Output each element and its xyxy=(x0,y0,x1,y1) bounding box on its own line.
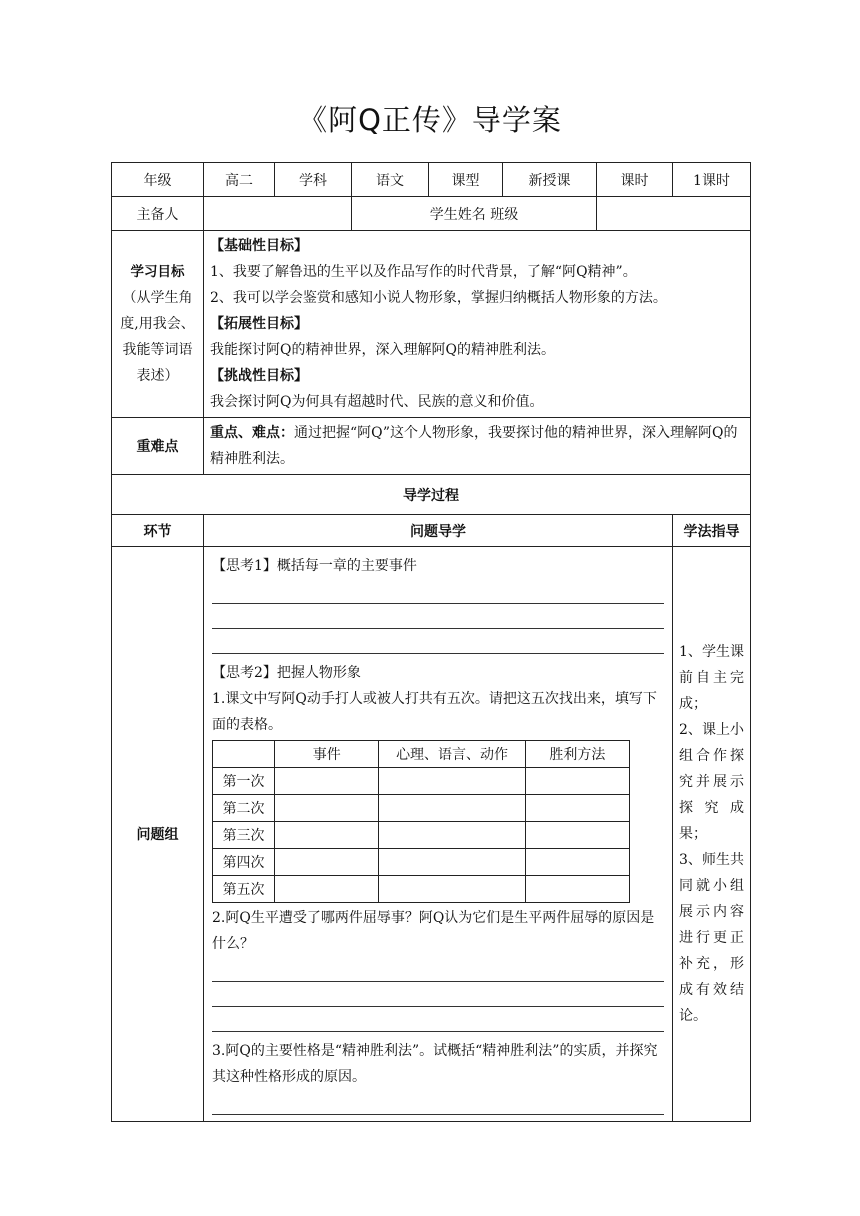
fight-cell-mind[interactable] xyxy=(379,876,525,903)
key-points-lead: 重点、难点： xyxy=(210,425,294,441)
fight-table-header-method: 胜利方法 xyxy=(525,741,629,768)
answer-line[interactable] xyxy=(212,579,664,604)
hours-label: 课时 xyxy=(597,163,673,197)
answer-line[interactable] xyxy=(212,982,664,1007)
info-row-1 xyxy=(112,163,751,197)
guide-step-3: 3、师生共同就小组展示内容进行更正补充，形成有效结论。 xyxy=(679,852,744,1024)
fight-cell-mind[interactable] xyxy=(379,849,525,876)
objectives-note: （从学生角度,用我会、我能等词语表述） xyxy=(120,290,195,384)
basic-objective-2: 2、我可以学会鉴赏和感知小说人物形象，掌握归纳概括人物形象的方法。 xyxy=(210,290,667,306)
hours-value[interactable]: 1课时 xyxy=(673,163,751,197)
fight-cell-event[interactable] xyxy=(275,849,379,876)
answer-line[interactable] xyxy=(212,629,664,654)
question-2: 2.阿Q生平遭受了哪两件屈辱事？阿Q认为它们是生平两件屈辱的原因是什么？ xyxy=(212,910,655,952)
subject-label: 学科 xyxy=(275,163,352,197)
fight-cell-method[interactable] xyxy=(525,849,629,876)
method-guide xyxy=(673,547,751,1122)
col-question-header: 问题导学 xyxy=(204,515,673,547)
answer-line[interactable] xyxy=(212,957,664,982)
fight-events-table xyxy=(212,740,630,903)
extended-objective-1: 我能探讨阿Q的精神世界，深入理解阿Q的精神胜利法。 xyxy=(210,342,555,358)
fight-table-row xyxy=(213,822,630,849)
fight-cell-mind[interactable] xyxy=(379,822,525,849)
key-points-label: 重难点 xyxy=(112,418,204,475)
info-row-2 xyxy=(112,197,751,231)
process-heading: 导学过程 xyxy=(112,475,751,515)
fight-table-header xyxy=(213,741,630,768)
question-3: 3.阿Q的主要性格是“精神胜利法”。试概括“精神胜利法”的实质，并探究其这种性格形成的原因。 xyxy=(212,1043,658,1085)
fight-table-header-mind: 心理、语言、动作 xyxy=(379,741,525,768)
objectives-label: 学习目标 xyxy=(130,264,185,280)
student-class-label: 学生姓名 班级 xyxy=(352,197,597,231)
fight-cell-event[interactable] xyxy=(275,795,379,822)
process-header-row xyxy=(112,515,751,547)
think-2-heading: 【思考2】把握人物形象 xyxy=(212,665,361,681)
fight-cell-method[interactable] xyxy=(525,795,629,822)
preparer-label: 主备人 xyxy=(112,197,204,231)
key-points-content xyxy=(204,418,751,475)
fight-table-row xyxy=(213,876,630,903)
fight-cell-event[interactable] xyxy=(275,876,379,903)
grade-label: 年级 xyxy=(112,163,204,197)
basic-objective-heading: 【基础性目标】 xyxy=(210,238,308,254)
lesson-plan-table xyxy=(111,162,751,1122)
fight-row-label: 第五次 xyxy=(213,876,275,903)
col-method-header: 学法指导 xyxy=(673,515,751,547)
guide-step-1: 1、学生课前自主完成； xyxy=(679,644,744,712)
page-title: 《阿Q正传》导学案 xyxy=(298,103,562,137)
fight-cell-event[interactable] xyxy=(275,768,379,795)
fight-table-header-event: 事件 xyxy=(275,741,379,768)
stage-name: 问题组 xyxy=(112,547,204,1122)
fight-cell-method[interactable] xyxy=(525,876,629,903)
fight-cell-mind[interactable] xyxy=(379,795,525,822)
extended-objective-heading: 【拓展性目标】 xyxy=(210,316,308,332)
basic-objective-1: 1、我要了解鲁迅的生平以及作品写作的时代背景，了解“阿Q精神”。 xyxy=(210,264,637,280)
question-content xyxy=(204,547,673,1122)
answer-line[interactable] xyxy=(212,1090,664,1115)
fight-cell-event[interactable] xyxy=(275,822,379,849)
fight-row-label: 第四次 xyxy=(213,849,275,876)
fight-row-label: 第一次 xyxy=(213,768,275,795)
answer-line[interactable] xyxy=(212,604,664,629)
col-stage-header: 环节 xyxy=(112,515,204,547)
challenge-objective-heading: 【挑战性目标】 xyxy=(210,368,308,384)
question-group-row xyxy=(112,547,751,1122)
objectives-label-cell xyxy=(112,231,204,418)
fight-table-row xyxy=(213,795,630,822)
type-label: 课型 xyxy=(429,163,503,197)
guide-step-2: 2、课上小组合作探究并展示探究成果； xyxy=(679,722,744,842)
fight-table-row xyxy=(213,768,630,795)
subject-value[interactable]: 语文 xyxy=(352,163,429,197)
key-points-text: 通过把握“阿Q”这个人物形象，我要探讨他的精神世界，深入理解阿Q的精神胜利法。 xyxy=(210,425,738,467)
challenge-objective-1: 我会探讨阿Q为何具有超越时代、民族的意义和价值。 xyxy=(210,394,544,410)
fight-row-label: 第三次 xyxy=(213,822,275,849)
grade-value[interactable]: 高二 xyxy=(204,163,275,197)
fight-row-label: 第二次 xyxy=(213,795,275,822)
objectives-content xyxy=(204,231,751,418)
fight-cell-method[interactable] xyxy=(525,822,629,849)
fight-table-corner xyxy=(213,741,275,768)
key-points-row xyxy=(112,418,751,475)
answer-line[interactable] xyxy=(212,1007,664,1032)
fight-cell-method[interactable] xyxy=(525,768,629,795)
fight-cell-mind[interactable] xyxy=(379,768,525,795)
question-1: 1.课文中写阿Q动手打人或被人打共有五次。请把这五次找出来，填写下面的表格。 xyxy=(212,691,657,733)
objectives-row xyxy=(112,231,751,418)
type-value[interactable]: 新授课 xyxy=(503,163,597,197)
student-class-value[interactable] xyxy=(597,197,751,231)
fight-table-row xyxy=(213,849,630,876)
think-1-heading: 【思考1】概括每一章的主要事件 xyxy=(212,558,417,574)
preparer-value[interactable] xyxy=(204,197,352,231)
process-heading-row xyxy=(112,475,751,515)
